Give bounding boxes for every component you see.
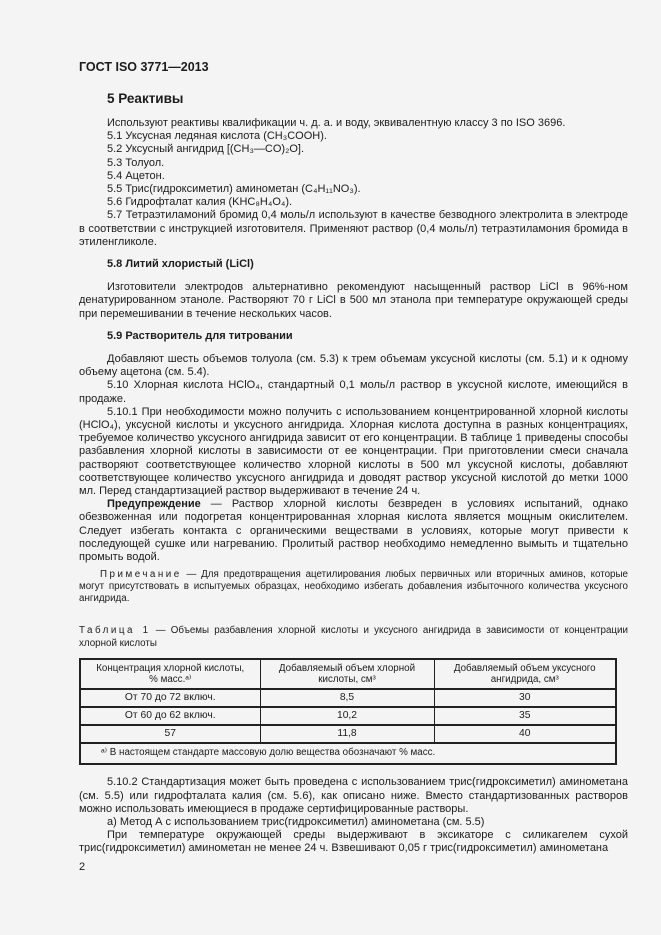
item-5-3: 5.3 Толуол. — [107, 156, 165, 169]
standard-reference: ГОСТ ISO 3771—2013 — [79, 60, 209, 74]
note-label: Примечание — [100, 569, 182, 581]
subsection-5-8-body: Изготовители электродов альтернативно рекомендуют насыщенный раствор LiCl в 96%-ном денатурированном этаноле. Растворяют 70 г LiCl в 500 мл этанола при температуре окружающей среды при перемешивании в течение нескольких часов. — [79, 281, 628, 320]
table-header-row — [80, 659, 616, 689]
item-5-5: 5.5 Трис(гидроксиметил) аминометан (C₄H₁₁NO₃). — [107, 183, 361, 196]
table-cell: 11,8 — [260, 725, 434, 743]
item-5-7: 5.7 Тетраэтиламоний бромид 0,4 моль/л используют в качестве безводного электролита в электроде в соответствии с инструкцией изготовителя. Применяют раствор (0,4 моль/л) тетраэтиламония бромида в этиленгликоле. — [79, 209, 628, 248]
table-cell: 10,2 — [260, 707, 434, 725]
table-footnote: ᵃ⁾ В настоящем стандарте массовую долю вещества обозначают % масс. — [80, 743, 616, 764]
subsection-5-9-paragraph: Добавляют шесть объемов толуола (см. 5.3) к трем объемам уксусной кислоты (см. 5.1) и к одному объему ацетона (см. 5.4). — [79, 353, 628, 379]
item-5-2: 5.2 Уксусный ангидрид [(CH₃—CO)₂O]. — [107, 143, 305, 156]
table-cell: От 70 до 72 включ. — [80, 689, 260, 707]
table-cell: 40 — [434, 725, 616, 743]
page-number: 2 — [79, 860, 86, 873]
table-row — [80, 725, 616, 743]
column-header-concentration: Концентрация хлорной кислоты, % масс.ᵃ⁾ — [80, 659, 260, 689]
note-text: — Для предотвращения ацетилирования любых первичных или вторичных аминов, которые могут присутствовать в испытуемых образцах, необходимо избегать добавления избыточного количества уксусного ангидрида. — [79, 569, 628, 605]
table-1 — [79, 658, 617, 765]
paragraph-5-10: 5.10 Хлорная кислота HClO₄, стандартный 0,1 моль/л раствор в уксусной кислоте, имеющийся в продаже. — [79, 379, 628, 405]
table-1-caption-label: Таблица 1 — [79, 625, 151, 637]
table-1-caption — [79, 624, 628, 650]
section-5-title: 5 Реактивы — [107, 91, 184, 106]
paragraph-5-10-2: 5.10.2 Стандартизация может быть проведена с использованием трис(гидроксиметил) аминометана (см. 5.5) или гидрофталата калия (см. 5.6), как описано ниже. Вместо стандартизованных растворов можно использовать имеющиеся в продаже сертифицированные растворы. — [79, 776, 628, 815]
table-row — [80, 689, 616, 707]
column-header-anhydride-volume: Добавляемый объем уксусного ангидрида, см³ — [434, 659, 616, 689]
table-cell: 57 — [80, 725, 260, 743]
method-a-line: а) Метод А с использованием трис(гидроксиметил) аминометана (см. 5.5) — [107, 815, 485, 828]
item-5-6: 5.6 Гидрофталат калия (KHC₈H₄O₄). — [107, 196, 293, 209]
page-content — [79, 60, 628, 874]
note-paragraph — [79, 569, 628, 605]
intro-paragraph: Используют реактивы квалификации ч. д. а. и воду, эквивалентную классу 3 по ISO 3696. — [107, 117, 566, 129]
item-5-4: 5.4 Ацетон. — [107, 169, 165, 182]
subsection-5-9-title: 5.9 Растворитель для титровании — [107, 329, 293, 342]
table-row — [80, 707, 616, 725]
subsection-5-8-title: 5.8 Литий хлористый (LiCl) — [107, 258, 254, 271]
method-a-body: При температуре окружающей среды выдерживают в эксикаторе с силикагелем сухой трис(гидроксиметил) аминометан не менее 24 ч. Взвешивают 0,05 г трис(гидроксиметил) аминометана — [79, 829, 628, 855]
table-1-caption-text: — Объемы разбавления хлорной кислоты и уксусного ангидрида в зависимости от концентрации хлорной кислоты — [79, 625, 628, 650]
warning-text: — Раствор хлорной кислоты безвреден в условиях испытаний, однако обезвоженная или подогретая концентрированная хлорная кислота является мощным окислителем. Следует избегать контакта с органическими веществами в условиях, которые могут привести к последующей сушке или нагреванию. Пролитый раствор необходимо немедленно вымыть и тщательно промыть водой. — [79, 498, 628, 564]
table-cell: От 60 до 62 включ. — [80, 707, 260, 725]
table-cell: 30 — [434, 689, 616, 707]
item-5-1: 5.1 Уксусная ледяная кислота (CH₃COOH). — [107, 130, 327, 143]
column-header-acid-volume: Добавляемый объем хлорной кислоты, см³ — [260, 659, 434, 689]
paragraph-5-10-1: 5.10.1 При необходимости можно получить с использованием концентрированной хлорной кислоты (HClO₄), уксусной кислоты и уксусного ангидрида. Хлорная кислота доступна в разных концентрациях, требуемое количество уксусного ангидрида зависит от его концентрации. В таблице 1 приведены способы разбавления хлорной кислоты в зависимости от ее концентрации. При приготовлении смеси сначала растворяют соответствующее количество хлорной кислоты в 500 мл уксусной кислоты, добавляют соответствующее количество уксусного ангидрида и доводят раствор уксусной кислотой до метки 1000 мл. Перед стандартизацией раствор выдерживают в течение 24 ч. — [79, 405, 628, 498]
warning-paragraph — [79, 498, 628, 564]
table-footnote-row — [80, 743, 616, 764]
warning-label: Предупреждение — [107, 498, 201, 511]
table-cell: 35 — [434, 707, 616, 725]
table-cell: 8,5 — [260, 689, 434, 707]
